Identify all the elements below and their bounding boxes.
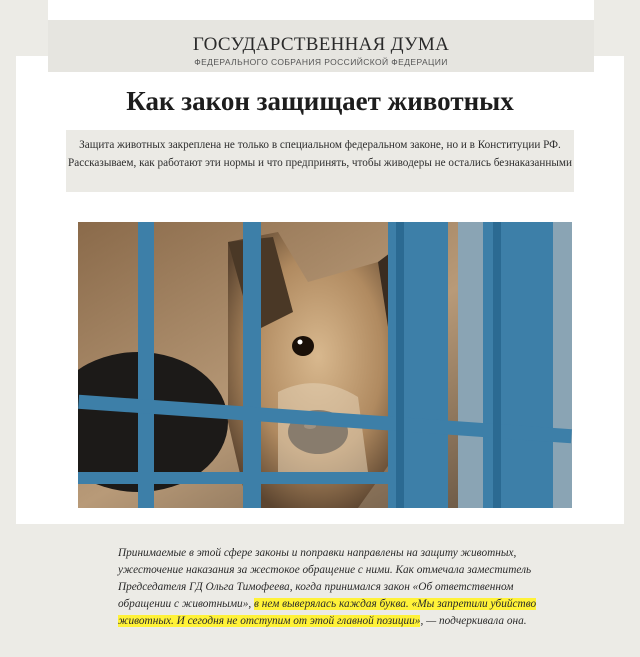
highlighted-quote: в нем выверялась каждая буква. «Мы запретили убийство животных. И сегодня не отступим от этой главной позиции» [118, 598, 537, 627]
site-header [48, 20, 594, 72]
site-subtitle: ФЕДЕРАЛЬНОГО СОБРАНИЯ РОССИЙСКОЙ ФЕДЕРАЦИИ [194, 57, 448, 67]
site-brand[interactable]: ГОСУДАРСТВЕННАЯ ДУМА [192, 34, 450, 55]
article-photo [78, 222, 572, 508]
article-body-paragraph [118, 545, 558, 630]
article-title: Как закон защищает животных [126, 86, 514, 116]
body-text-end: , — подчеркивала она. [420, 615, 527, 627]
body-text: Принимаемые в этой сфере законы и поправки направлены на защиту животных, ужесточение наказания за жестокое обращение с ними. Как отмечала заместитель Председателя ГД Ольга Тимофеева, когда принимался закон «Об ответственном обращении с животными», [118, 547, 532, 610]
page-top-strip [48, 0, 594, 20]
article-lead: Защита животных закреплена не только в специальном федеральном законе, но и в Конституции РФ. Рассказываем, как работают эти нормы и что предпринять, чтобы живодеры не остались безнаказанными [66, 130, 574, 192]
